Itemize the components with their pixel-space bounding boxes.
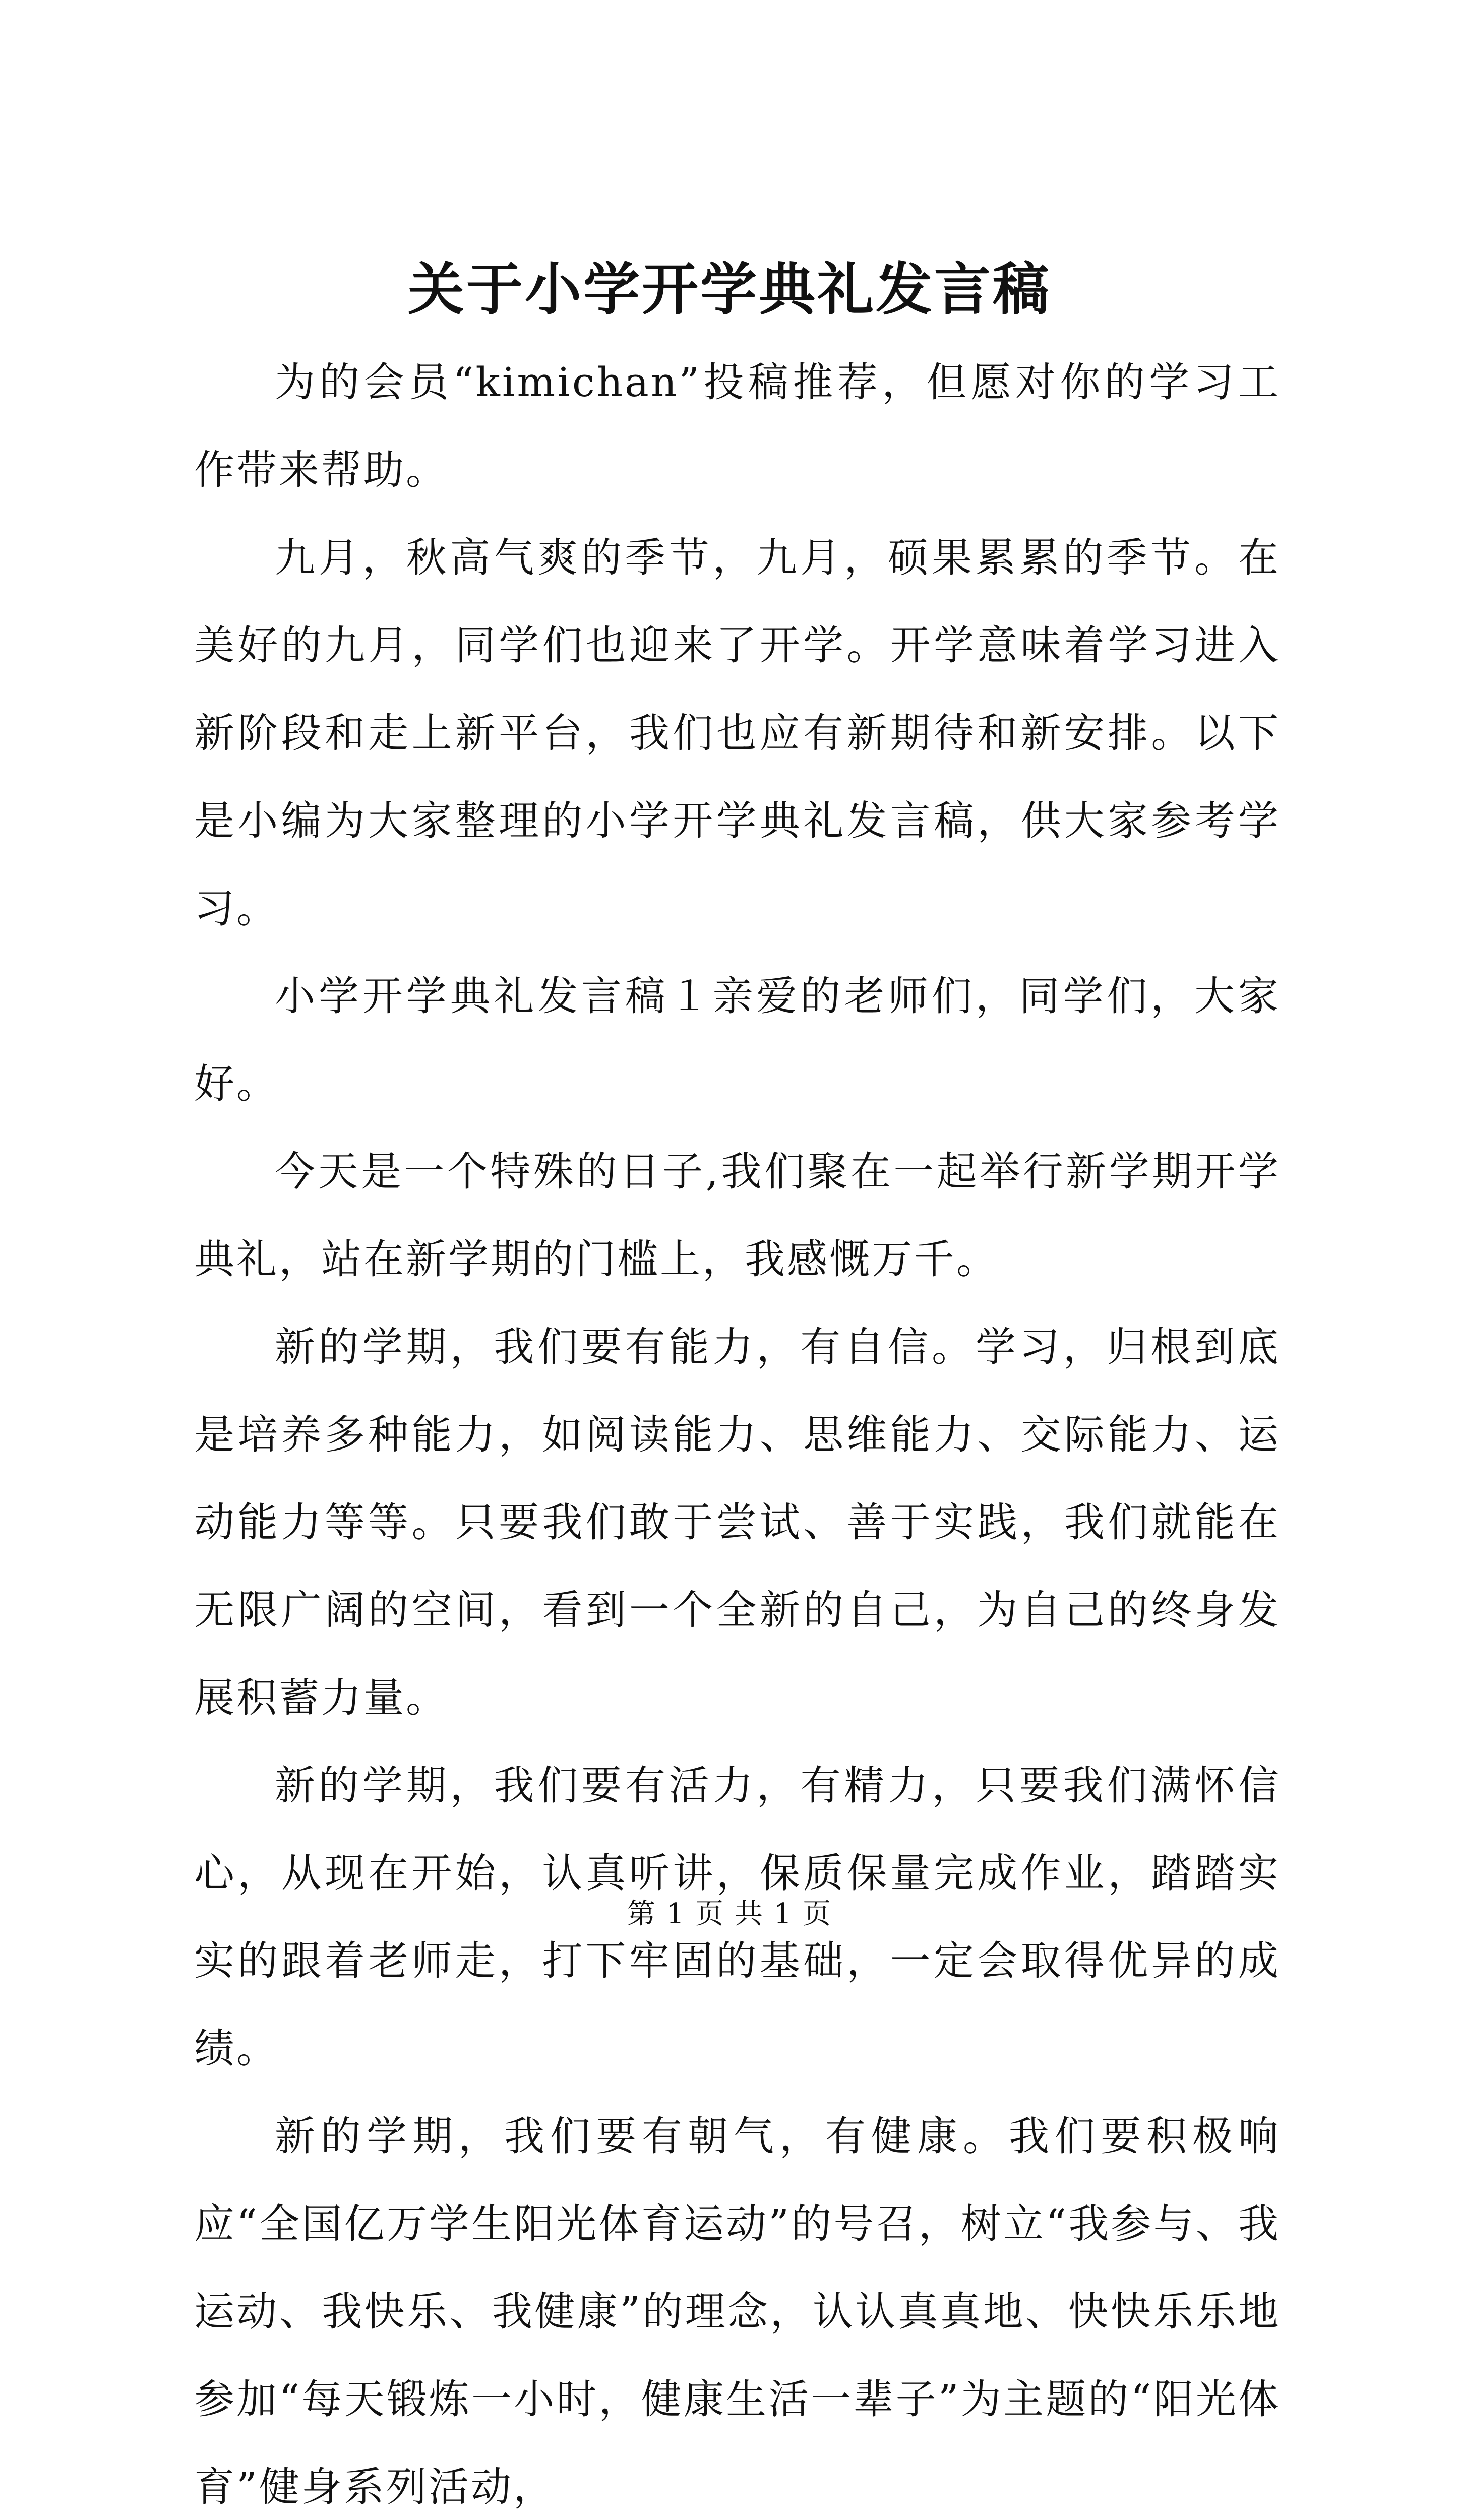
- paragraph-ability: 新的学期，我们要有能力，有自信。学习，归根到底是培养多种能力，如阅读能力、思维能力、交际能力、运动能力等等。只要我们敢于尝试、善于实践，我们就能在无限广阔的空间，看到一个全新的自己，为自己的终身发展积蓄力量。: [194, 1324, 1281, 1721]
- paragraph-greeting: 小学开学典礼发言稿１亲爱的老师们，同学们，大家好。: [194, 973, 1281, 1107]
- document-title: 关于小学开学典礼发言稿: [408, 257, 1051, 323]
- paragraph-vitality: 新的学期，我们要有活力，有精力，只要我们满怀信心，从现在开始，认真听讲，保质保量完成作业，踏踏实实的跟着老师走，打下牢固的基础，一定会取得优异的成绩。: [194, 1762, 1281, 2072]
- paragraph-intro: 为的会员“kimichan”投稿推荐，但愿对你的学习工作带来帮助。: [194, 359, 1281, 493]
- page-footer: 第 1 页 共 1 页: [627, 1898, 832, 1930]
- paragraph-health: 新的学期，我们要有朝气，有健康。我们要积极响应“全国亿万学生阳光体育运动”的号召，树立“我参与、我运动、我快乐、我健康”的理念，认认真真地、快快乐乐地参加“每天锻炼一小时，健康生活一辈子”为主题的“阳光体育”健身系列活动，: [194, 2113, 1281, 2510]
- document-body: [194, 339, 1281, 2520]
- paragraph-today: 今天是一个特殊的日子,我们聚在一起举行新学期开学典礼，站在新学期的门槛上，我感慨万千。: [194, 1148, 1281, 1283]
- paragraph-september: 九月，秋高气爽的季节，九月，硕果累累的季节。在美好的九月，同学们也迎来了开学。开学意味着学习进入新阶段和走上新平台，我们也应有新期待和新安排。以下是小编为大家整理的小学开学典礼发言稿，供大家参考学习。: [194, 534, 1281, 932]
